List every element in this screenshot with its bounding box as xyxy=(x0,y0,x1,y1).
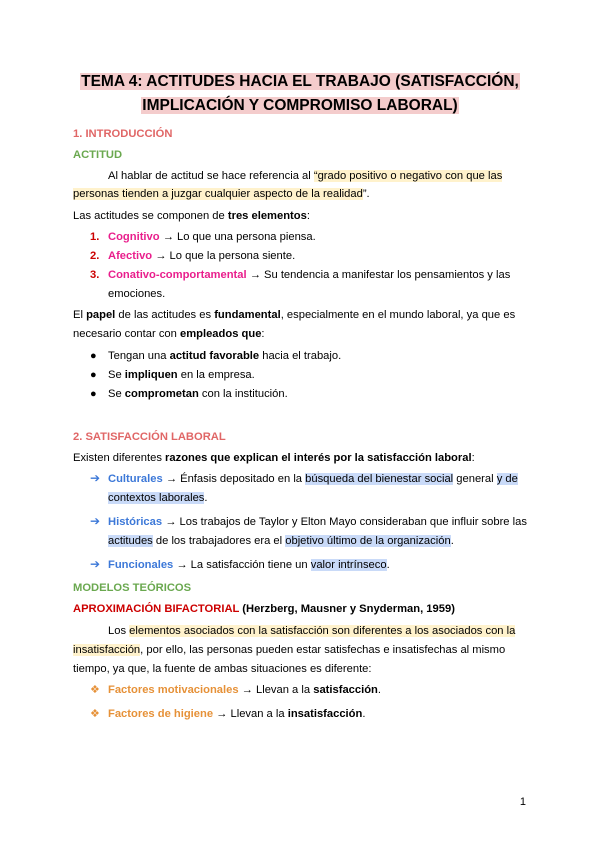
list-number: 2. xyxy=(90,250,100,262)
factor-motivacionales: Factores motivacionales → Llevan a la satisfacción. xyxy=(108,684,381,696)
factor-higiene: Factores de higiene → Llevan a la insatisfacción. xyxy=(108,708,366,720)
section-2-heading: 2. SATISFACCIÓN LABORAL xyxy=(73,431,226,443)
title-line-1: TEMA 4: ACTITUDES HACIA EL TRABAJO (SATISFACCIÓN, xyxy=(81,73,519,90)
arrow-icon: ➔ xyxy=(90,557,101,571)
list-item-conativo: Conativo-comportamental → Su tendencia a manifestar los pensamientos y las xyxy=(108,269,511,281)
page-number: 1 xyxy=(519,796,526,808)
bullet-icon: ● xyxy=(90,369,97,381)
list-item-conativo-cont: emociones. xyxy=(108,288,166,300)
paragraph-elements: Las actitudes se componen de tres elementos: xyxy=(73,210,310,222)
reason-culturales-cont: contextos laborales. xyxy=(108,492,208,504)
title-line-2: IMPLICACIÓN Y COMPROMISO LABORAL) xyxy=(142,97,458,114)
bullet-icon: ● xyxy=(90,350,97,362)
reason-historicas-cont: actitudes de los trabajadores era el objetivo último de la organización. xyxy=(108,535,454,547)
paragraph-bifactorial-3: tiempo, ya que, la fuente de ambas situaciones es diferente: xyxy=(73,663,372,675)
list-item-afectivo: Afectivo → Lo que la persona siente. xyxy=(108,250,296,262)
arrow-icon: ➔ xyxy=(90,514,101,528)
section-1-heading: 1. INTRODUCCIÓN xyxy=(73,128,173,140)
bullet-item: Se comprometan con la institución. xyxy=(108,388,288,400)
reason-historicas: Históricas → Los trabajos de Taylor y Elton Mayo consideraban que influir sobre las xyxy=(108,516,527,528)
list-number: 1. xyxy=(90,231,100,243)
reason-culturales: Culturales → Énfasis depositado en la búsqueda del bienestar social general y de xyxy=(108,473,518,485)
reason-funcionales: Funcionales → La satisfacción tiene un valor intrínseco. xyxy=(108,559,390,571)
diamond-bullet-icon: ❖ xyxy=(90,708,100,720)
paragraph-papel-2: necesario contar con empleados que: xyxy=(73,328,265,340)
paragraph-papel-1: El papel de las actitudes es fundamental, especialmente en el mundo laboral, ya que es xyxy=(73,309,516,321)
paragraph-definition-2: personas tienden a juzgar cualquier aspecto de la realidad”. xyxy=(73,188,370,200)
bullet-item: Tengan una actitud favorable hacia el trabajo. xyxy=(108,350,342,362)
subheading-modelos: MODELOS TEÓRICOS xyxy=(73,582,192,594)
diamond-bullet-icon: ❖ xyxy=(90,684,100,696)
subheading-bifactorial: APROXIMACIÓN BIFACTORIAL (Herzberg, Mausner y Snyderman, 1959) xyxy=(73,603,455,615)
subheading-actitud: ACTITUD xyxy=(73,149,123,161)
paragraph-razones: Existen diferentes razones que explican el interés por la satisfacción laboral: xyxy=(73,452,475,464)
arrow-icon: ➔ xyxy=(90,471,101,485)
paragraph-definition-1: Al hablar de actitud se hace referencia al “grado positivo o negativo con que las xyxy=(108,170,503,182)
list-item-cognitivo: Cognitivo → Lo que una persona piensa. xyxy=(108,231,316,243)
paragraph-bifactorial-1: Los elementos asociados con la satisfacción son diferentes a los asociados con la xyxy=(108,625,516,637)
bullet-item: Se impliquen en la empresa. xyxy=(108,369,255,381)
paragraph-bifactorial-2: insatisfacción, por ello, las personas pueden estar satisfechas e insatisfechas al mismo xyxy=(73,644,506,656)
bullet-icon: ● xyxy=(90,388,97,400)
list-number: 3. xyxy=(90,269,100,281)
